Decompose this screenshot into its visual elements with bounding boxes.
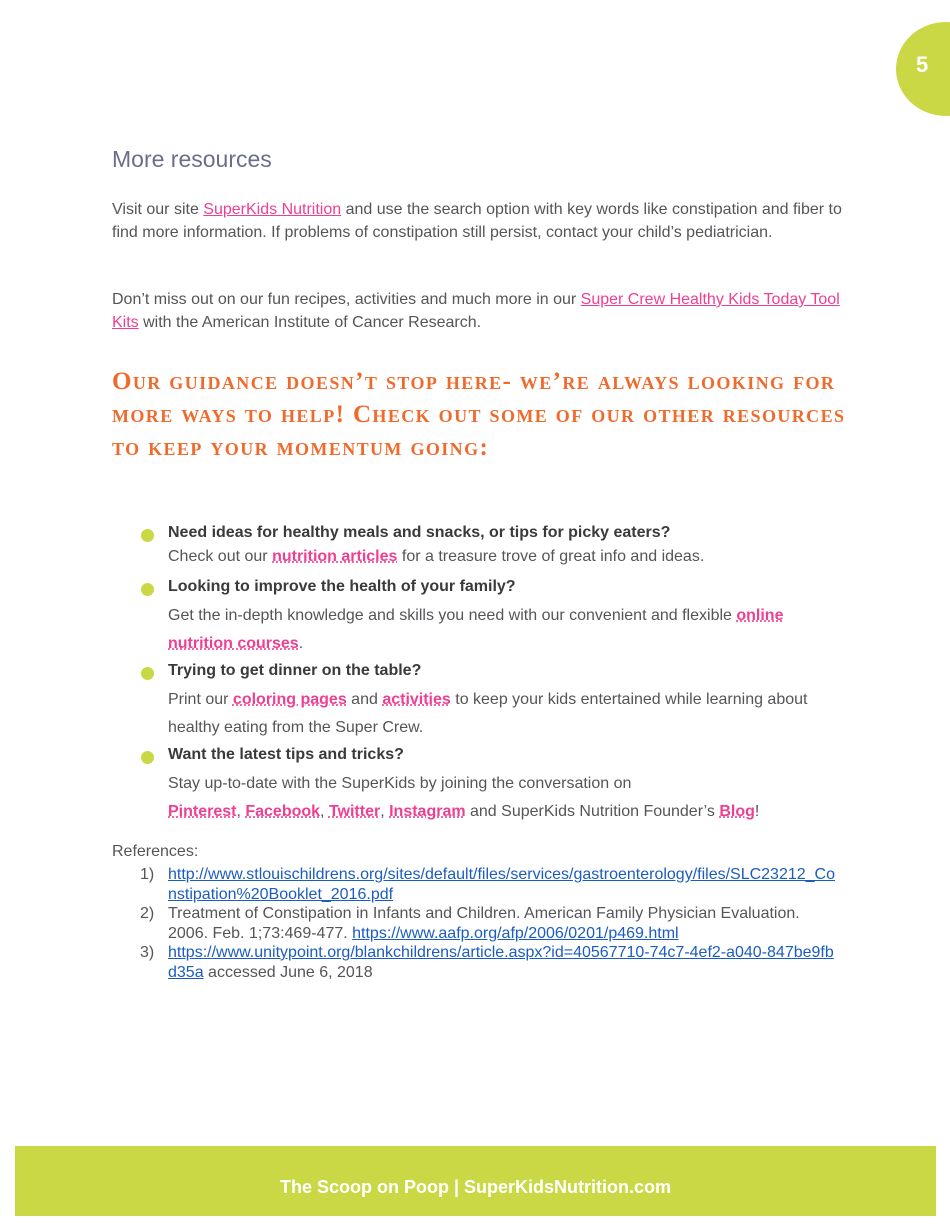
- footer-bar: [15, 1146, 936, 1216]
- resource-body: Get the in-depth knowledge and skills you need with our convenient and flexible online nutrition courses.: [168, 607, 784, 652]
- guidance-callout: Our guidance doesn’t stop here- we’re always looking for more ways to help! Check out some of our other resources to keep your momentum going:: [112, 368, 846, 461]
- resource-body: Print our coloring pages and activities to keep your kids entertained while learning about healthy eating from the Super Crew.: [168, 691, 808, 736]
- facebook-link[interactable]: Facebook: [245, 803, 321, 820]
- tool-kits-link[interactable]: Super Crew Healthy Kids Today Tool Kits: [112, 291, 840, 331]
- reference-body: https://www.unitypoint.org/blankchildrens/article.aspx?id=40567710-74c7-4ef2-a040-847be9fbd35a accessed June 6, 2018: [168, 944, 834, 981]
- superkids-nutrition-link[interactable]: SuperKids Nutrition: [203, 201, 342, 218]
- coloring-pages-link[interactable]: coloring pages: [232, 691, 347, 708]
- toolkits-paragraph: Don’t miss out on our fun recipes, activities and much more in our Super Crew Healthy Kids Today Tool Kits with the American Institute of Cancer Research.: [112, 291, 840, 331]
- stlouis-childrens-link[interactable]: http://www.stlouischildrens.org/sites/default/files/services/gastroenterology/files/SLC23212_Constipation%20Booklet_2016.pdf: [168, 866, 835, 903]
- resource-body: Stay up-to-date with the SuperKids by joining the conversation on Pinterest, Facebook, Twitter, Instagram and SuperKids Nutrition Founder’s Blog!: [168, 775, 760, 820]
- resource-question: Want the latest tips and tricks?: [168, 746, 404, 763]
- twitter-link[interactable]: Twitter: [328, 803, 381, 820]
- reference-number: 3): [140, 944, 155, 961]
- reference-body: [168, 865, 838, 905]
- resource-body: Check out our nutrition articles for a treasure trove of great info and ideas.: [168, 548, 705, 565]
- bullet-icon: [141, 751, 154, 764]
- references-label: References:: [112, 843, 199, 860]
- section-heading: More resources: [112, 146, 272, 172]
- resource-question: Looking to improve the health of your family?: [168, 578, 516, 595]
- resource-question: Trying to get dinner on the table?: [168, 662, 422, 679]
- aafp-link[interactable]: https://www.aafp.org/afp/2006/0201/p469.html: [352, 925, 679, 942]
- reference-body: Treatment of Constipation in Infants and Children. American Family Physician Evaluation. 2006. Feb. 1;73:469-477. https://www.aafp.org/afp/2006/0201/p469.html: [168, 905, 800, 942]
- footer-text: The Scoop on Poop | SuperKidsNutrition.com: [279, 1177, 672, 1197]
- resource-question: Need ideas for healthy meals and snacks, or tips for picky eaters?: [168, 524, 671, 541]
- activities-link[interactable]: activities: [382, 691, 451, 708]
- online-courses-link[interactable]: online nutrition courses: [168, 607, 784, 652]
- reference-number: 2): [140, 905, 155, 922]
- bullet-icon: [141, 667, 154, 680]
- blog-link[interactable]: Blog: [719, 803, 755, 820]
- bullet-icon: [141, 529, 154, 542]
- reference-number: 1): [140, 866, 155, 883]
- instagram-link[interactable]: Instagram: [389, 803, 466, 820]
- unitypoint-link[interactable]: https://www.unitypoint.org/blankchildrens/article.aspx?id=40567710-74c7-4ef2-a040-847be9fbd35a: [168, 944, 834, 981]
- intro-paragraph: Visit our site SuperKids Nutrition and use the search option with key words like constipation and fiber to find more information. If problems of constipation still persist, contact your child’s pediatrician.: [112, 201, 842, 241]
- nutrition-articles-link[interactable]: nutrition articles: [272, 548, 398, 565]
- page-number: 5: [916, 52, 929, 77]
- pinterest-link[interactable]: Pinterest: [168, 803, 237, 820]
- bullet-icon: [141, 583, 154, 596]
- page-number-badge: [896, 22, 950, 116]
